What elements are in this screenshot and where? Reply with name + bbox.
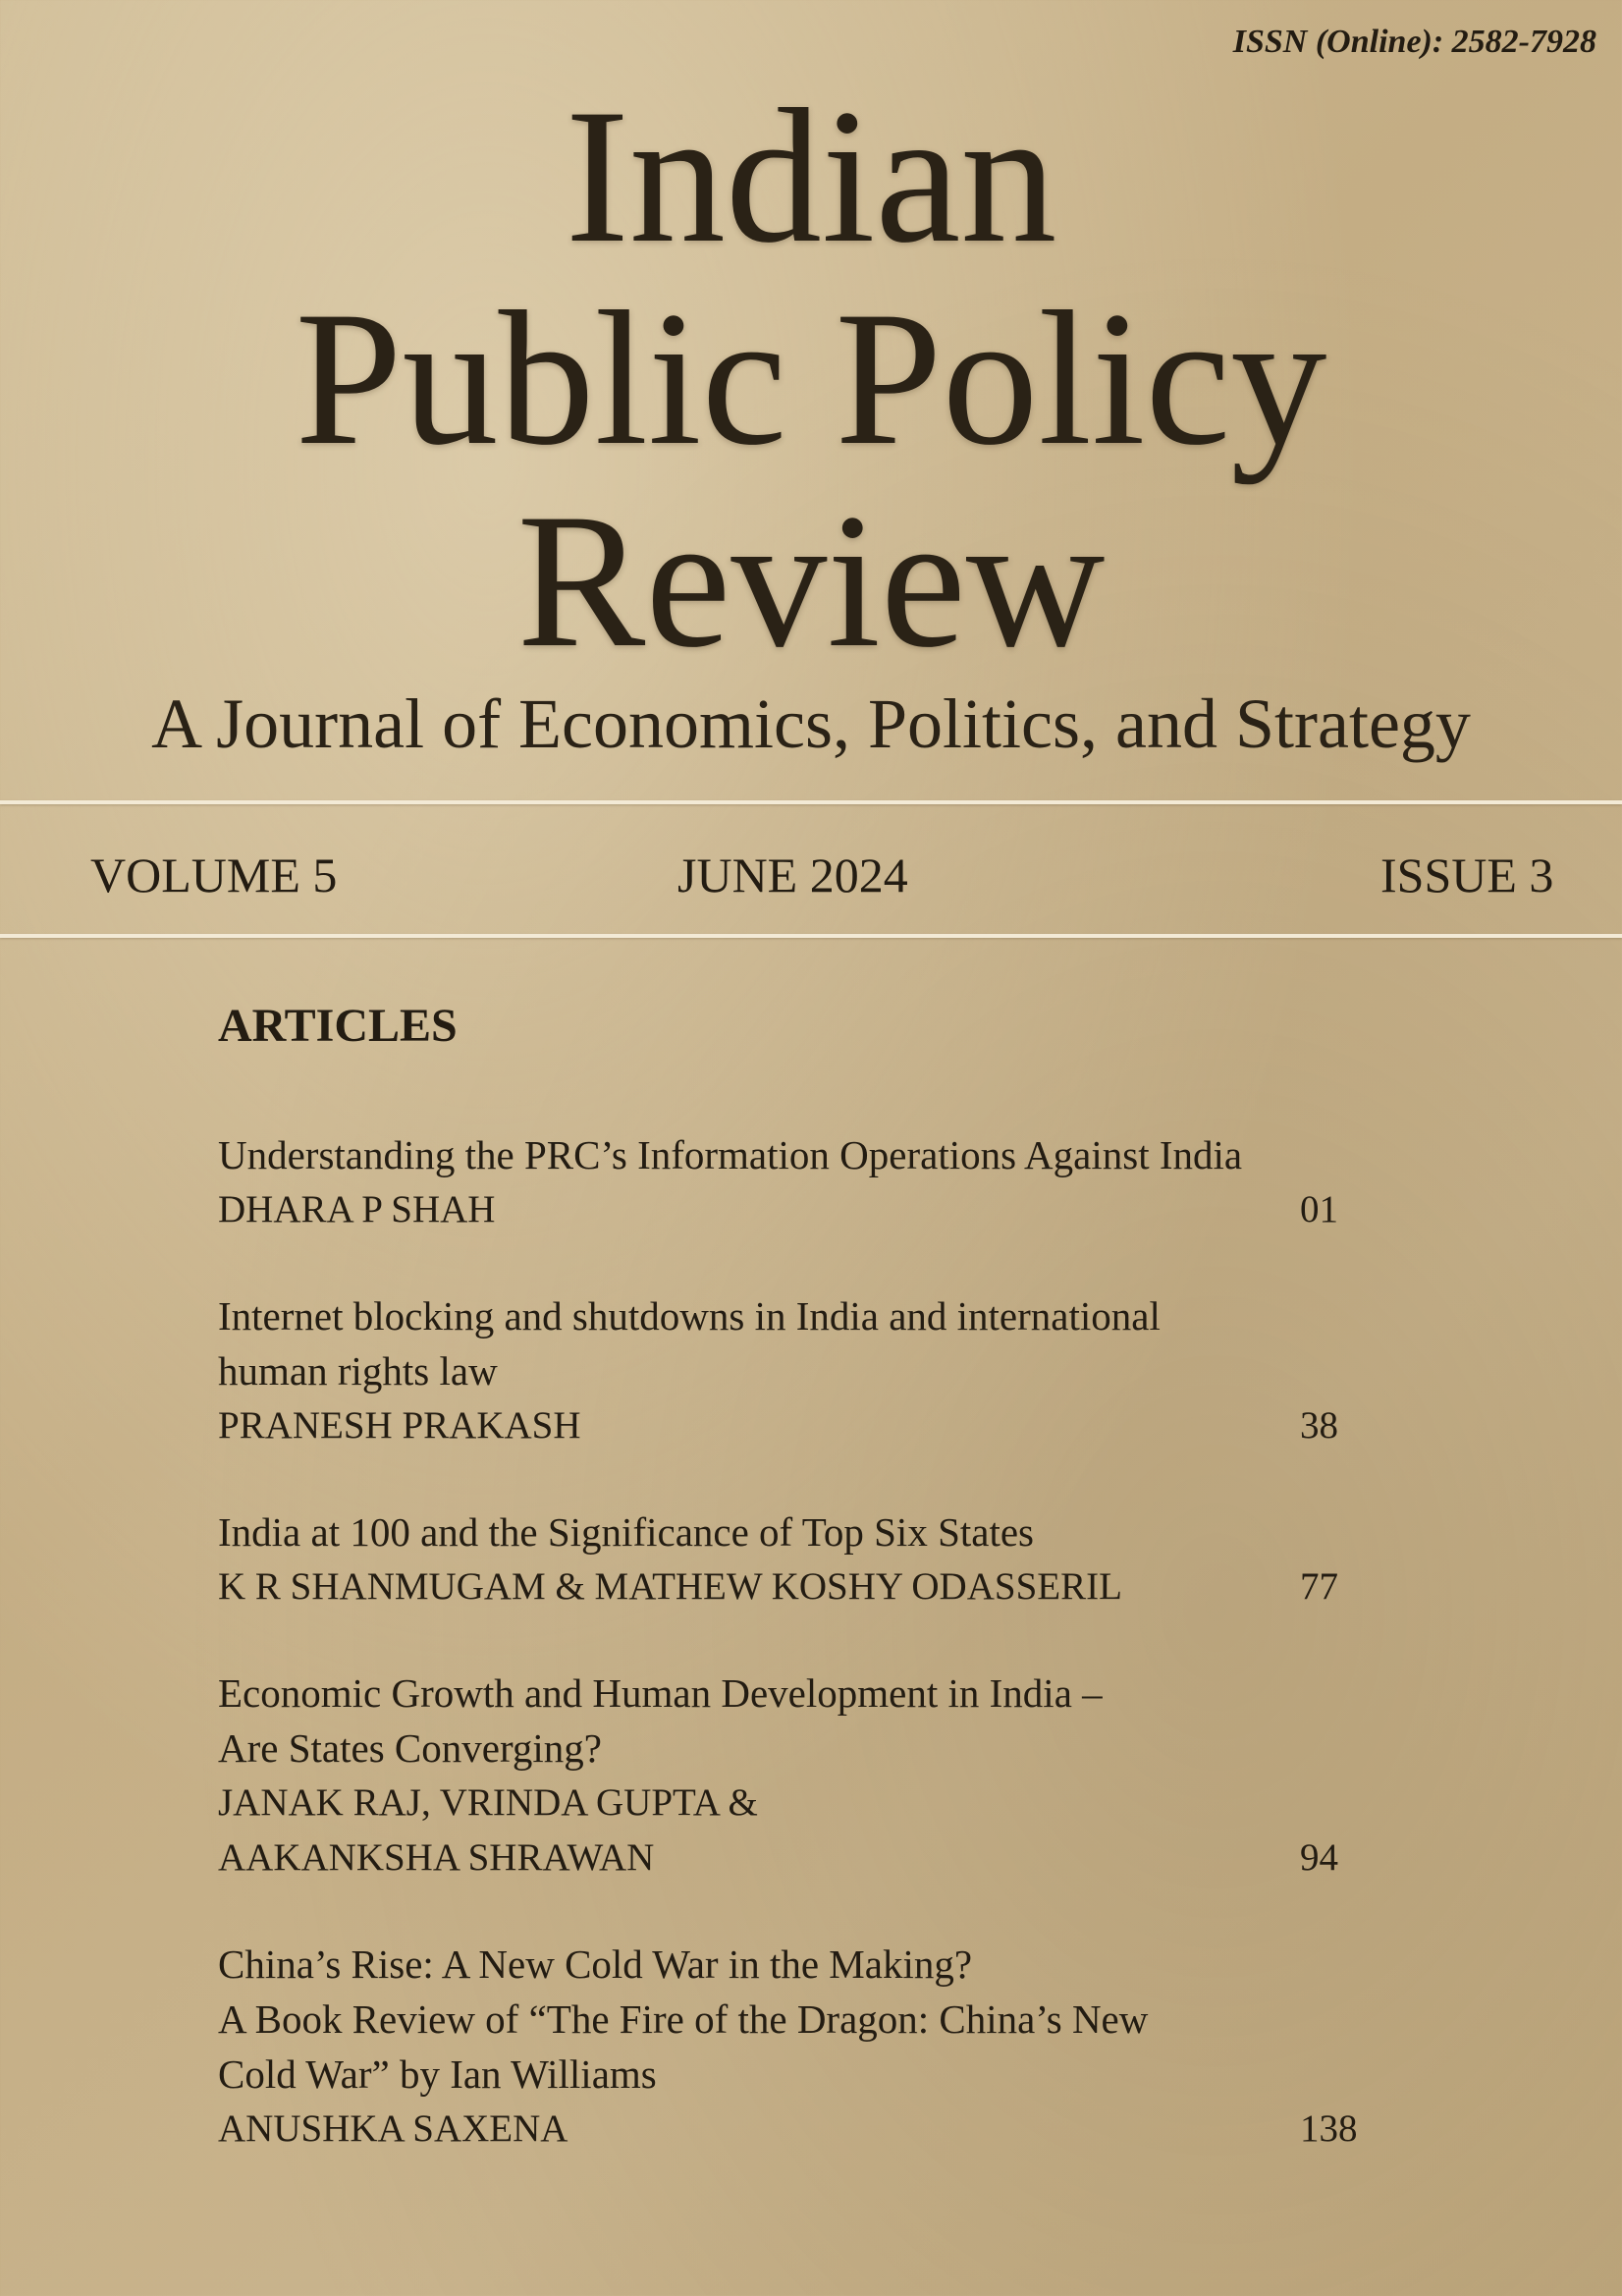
article-title: Are States Converging? xyxy=(218,1725,602,1771)
article-title: Internet blocking and shutdowns in India and international xyxy=(218,1293,1161,1339)
article-author: PRANESH PRAKASH xyxy=(218,1404,581,1447)
author-row xyxy=(218,1398,1377,1453)
article-title: human rights law xyxy=(218,1348,498,1394)
toc-entry[interactable] xyxy=(218,1666,1377,1886)
toc-entry[interactable] xyxy=(218,1127,1377,1237)
issue-date: JUNE 2024 xyxy=(677,847,908,902)
masthead-line-1: Indian xyxy=(565,70,1057,283)
article-title: Understanding the PRC’s Information Operations Against India xyxy=(218,1132,1243,1177)
toc-entry[interactable] xyxy=(218,1937,1377,2157)
toc-entry[interactable] xyxy=(218,1288,1377,1453)
article-title: Economic Growth and Human Development in India – xyxy=(218,1670,1103,1716)
page-number: 138 xyxy=(1300,2107,1358,2150)
journal-subtitle: A Journal of Economics, Politics, and Strategy xyxy=(151,684,1471,763)
article-title: China’s Rise: A New Cold War in the Making? xyxy=(218,1941,973,1987)
divider-top xyxy=(0,800,1622,804)
author-row xyxy=(218,1182,1377,1237)
page-number: 38 xyxy=(1300,1404,1338,1447)
article-author: DHARA P SHAH xyxy=(218,1188,496,1230)
page-number: 77 xyxy=(1300,1565,1338,1608)
divider-bottom xyxy=(0,934,1622,938)
author-row xyxy=(218,2102,1377,2157)
toc-entry[interactable] xyxy=(218,1504,1377,1614)
author-row xyxy=(218,1559,1377,1614)
page-number: 94 xyxy=(1300,1836,1338,1879)
article-author: ANUSHKA SAXENA xyxy=(218,2107,568,2150)
article-title: Cold War” by Ian Williams xyxy=(218,2051,657,2097)
volume-label: VOLUME 5 xyxy=(90,847,338,902)
table-of-contents xyxy=(218,992,1377,2208)
article-author: AAKANKSHA SHRAWAN xyxy=(218,1836,655,1879)
masthead-line-2: Public Policy xyxy=(295,272,1327,485)
page-number: 01 xyxy=(1300,1188,1338,1230)
toc-heading: ARTICLES xyxy=(218,1000,458,1052)
issue-label: ISSUE 3 xyxy=(1380,847,1554,902)
article-author: JANAK RAJ, VRINDA GUPTA & xyxy=(218,1781,758,1824)
article-title: A Book Review of “The Fire of the Dragon: China’s New xyxy=(218,1996,1149,2042)
masthead-line-3: Review xyxy=(516,474,1106,687)
article-author: K R SHANMUGAM & MATHEW KOSHY ODASSERIL xyxy=(218,1565,1122,1608)
article-title: India at 100 and the Significance of Top Six States xyxy=(218,1509,1035,1555)
author-row xyxy=(218,1831,1377,1886)
issn-label: ISSN (Online): 2582-7928 xyxy=(1232,24,1596,60)
